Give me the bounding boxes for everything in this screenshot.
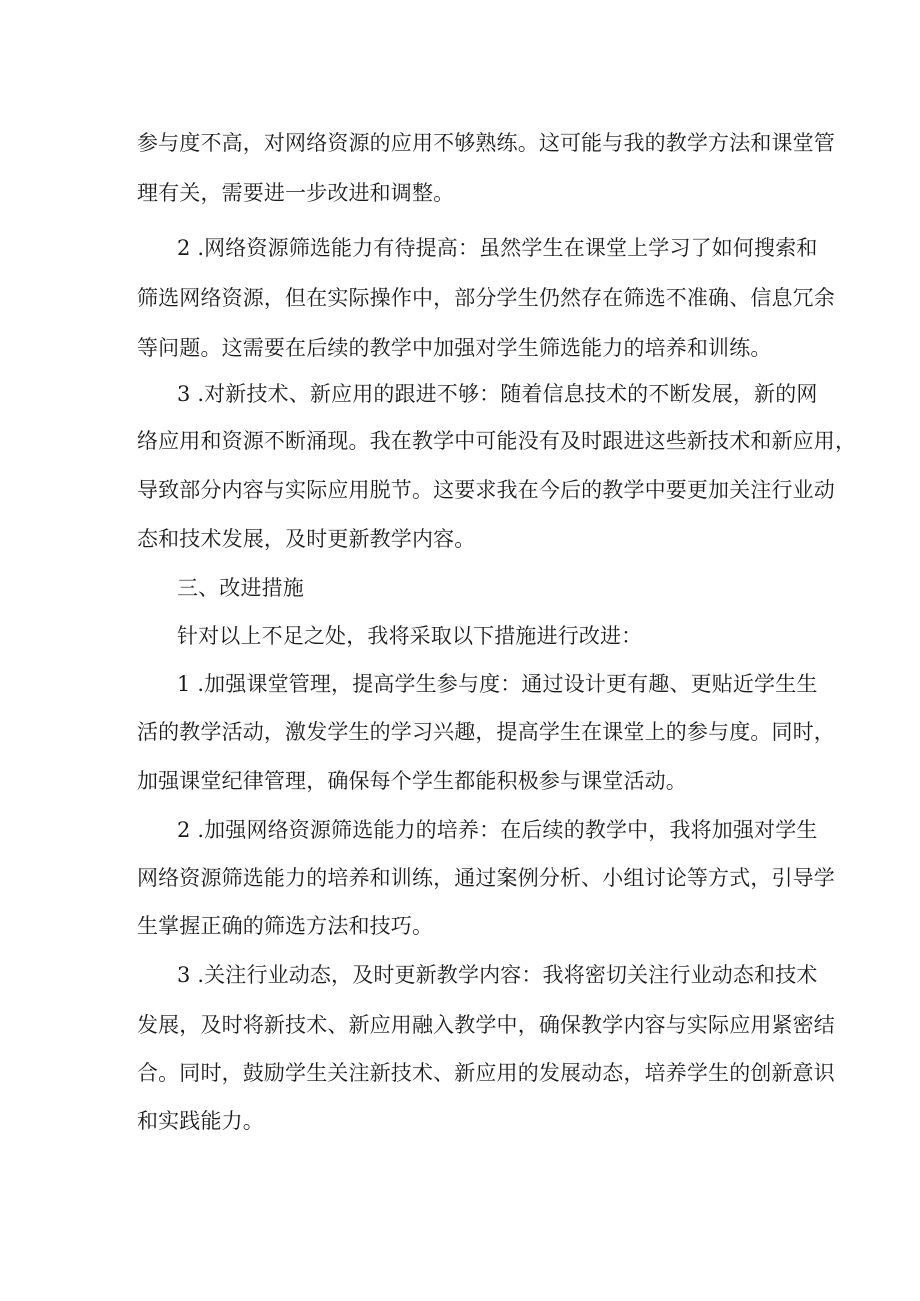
- body-text-line: 态和技术发展，及时更新教学内容。: [137, 527, 476, 551]
- body-text-line: 活的教学活动，激发学生的学习兴趣，提高学生在课堂上的参与度。同时，: [137, 720, 835, 744]
- section-heading: 三、改进措施: [177, 576, 304, 600]
- body-text-line: 生掌握正确的筛选方法和技巧。: [137, 914, 434, 938]
- body-text-line: 发展，及时将新技术、新应用融入教学中，确保教学内容与实际应用紧密结: [137, 1013, 835, 1037]
- measure-2-line: 2 .加强网络资源筛选能力的培养：在后续的教学中，我将加强对学生: [177, 818, 818, 842]
- body-text-line: 筛选网络资源，但在实际操作中，部分学生仍然存在筛选不准确、信息冗余: [137, 286, 835, 310]
- intro-text: 针对以上不足之处，我将采取以下措施进行改进：: [177, 624, 643, 648]
- body-text-line: 参与度不高，对网络资源的应用不够熟练。这可能与我的教学方法和课堂管: [137, 131, 835, 155]
- list-item-3-line: 3 .对新技术、新应用的跟进不够：随着信息技术的不断发展，新的网: [177, 382, 818, 406]
- body-text-line: 理有关，需要进一步改进和调整。: [137, 181, 455, 205]
- measure-1-line: 1 .加强课堂管理，提高学生参与度：通过设计更有趣、更贴近学生生: [177, 672, 818, 696]
- body-text-line: 和实践能力。: [137, 1109, 264, 1133]
- list-item-2-line: 2 .网络资源筛选能力有待提高：虽然学生在课堂上学习了如何搜索和: [177, 236, 818, 260]
- body-text-line: 合。同时，鼓励学生关注新技术、新应用的发展动态，培养学生的创新意识: [137, 1061, 835, 1085]
- body-text-line: 等问题。这需要在后续的教学中加强对学生筛选能力的培养和训练。: [137, 336, 772, 360]
- measure-3-line: 3 .关注行业动态，及时更新教学内容：我将密切关注行业动态和技术: [177, 963, 818, 987]
- body-text-line: 网络资源筛选能力的培养和训练，通过案例分析、小组讨论等方式，引导学: [137, 866, 835, 890]
- body-text-line: 络应用和资源不断涌现。我在教学中可能没有及时跟进这些新技术和新应用，: [137, 429, 857, 453]
- body-text-line: 加强课堂纪律管理，确保每个学生都能积极参与课堂活动。: [137, 769, 687, 793]
- body-text-line: 导致部分内容与实际应用脱节。这要求我在今后的教学中要更加关注行业动: [137, 478, 835, 502]
